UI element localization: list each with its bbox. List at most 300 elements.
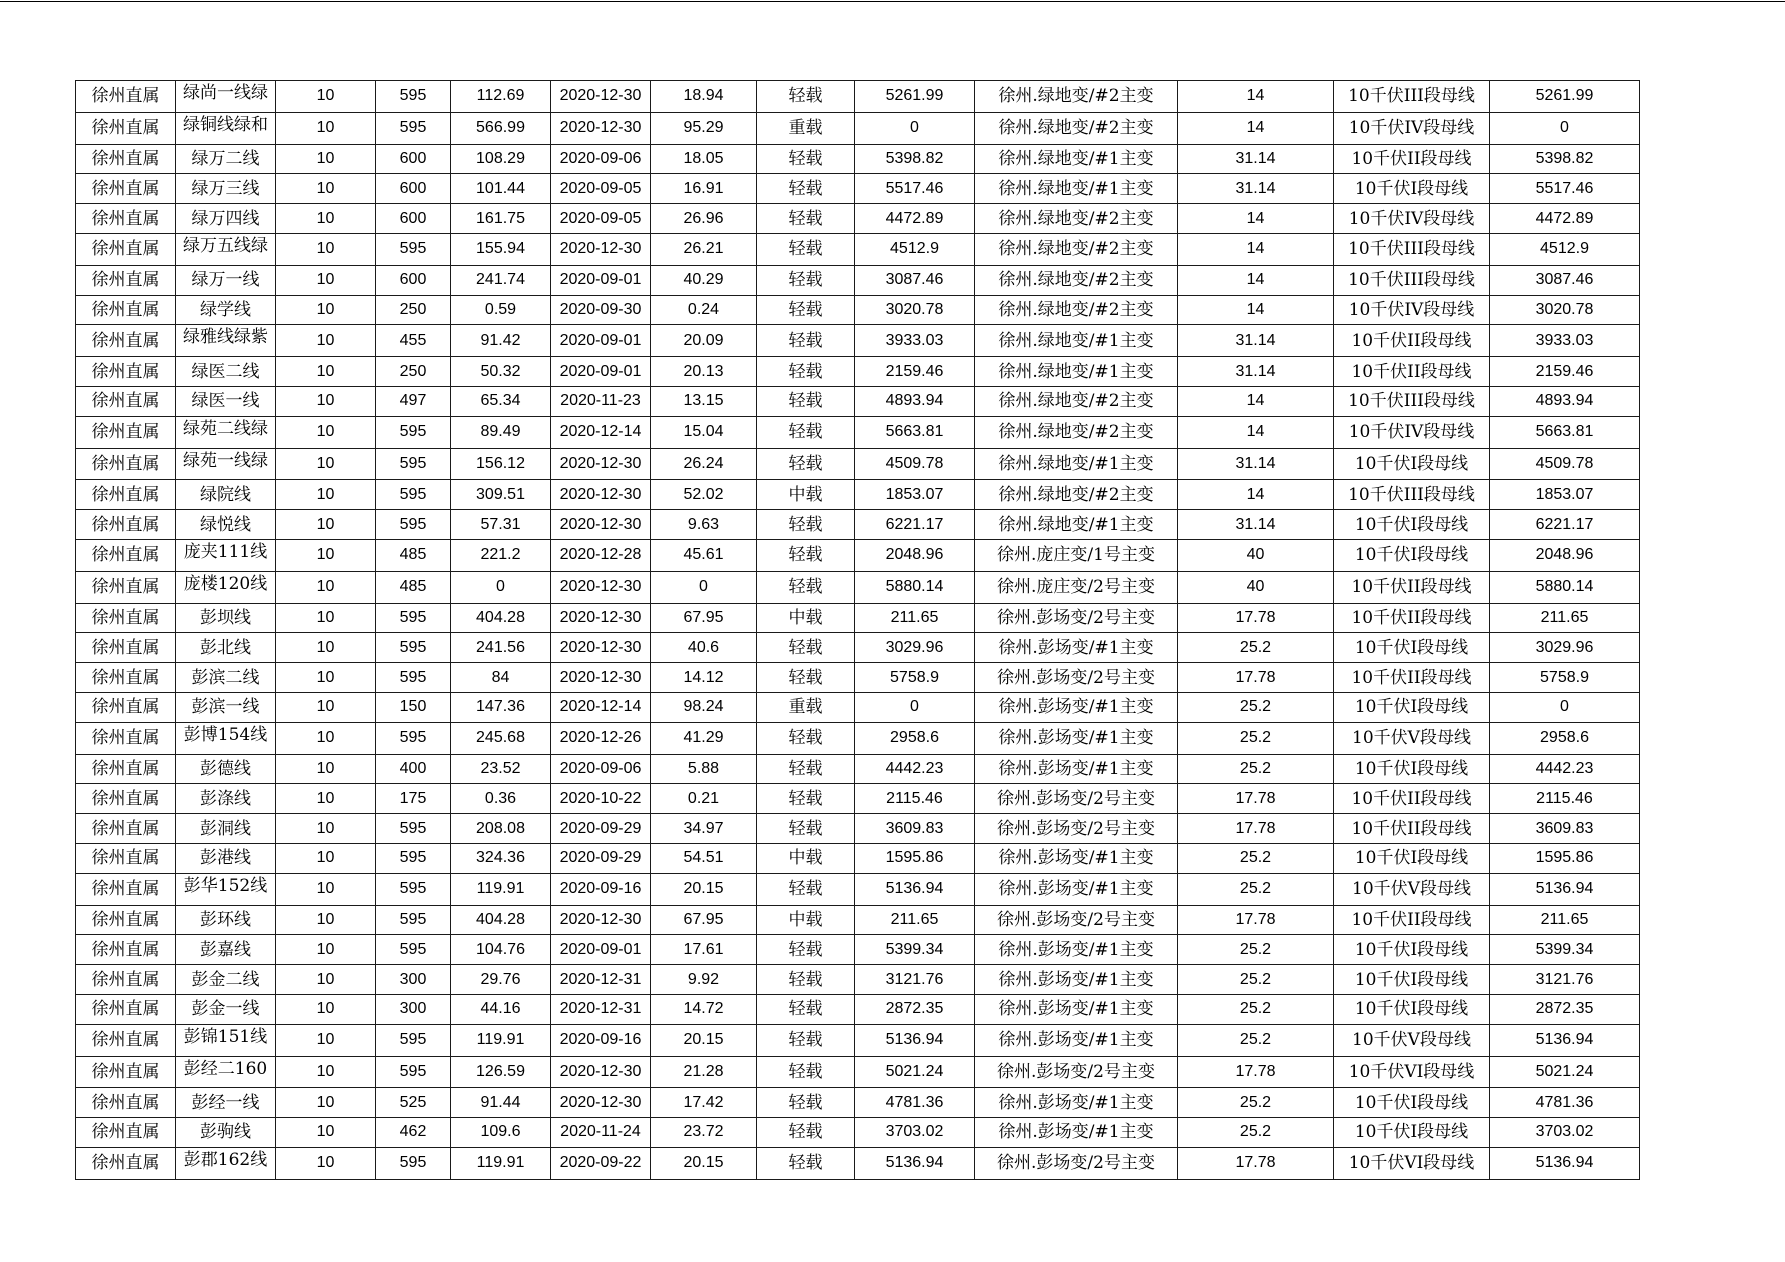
- cell-voltage: 10: [276, 1118, 376, 1148]
- cell-date: 2020-12-30: [551, 480, 651, 510]
- cell-voltage: 10: [276, 722, 376, 754]
- cell-unit: 徐州直属: [76, 965, 176, 995]
- cell-voltage: 10: [276, 1088, 376, 1118]
- cell-load-status: 轻载: [757, 873, 855, 905]
- cell-max-current: 241.74: [451, 265, 551, 295]
- cell-rated-current: 455: [376, 325, 451, 357]
- cell-open-capacity: 211.65: [855, 905, 975, 935]
- cell-line-name: 彭华152线: [176, 873, 276, 905]
- cell-unit: 徐州直属: [76, 357, 176, 387]
- cell-open-capacity: 5136.94: [855, 873, 975, 905]
- cell-transformer-capacity: 25.2: [1178, 633, 1334, 663]
- cell-unit: 徐州直属: [76, 295, 176, 325]
- cell-load-rate: 9.92: [651, 965, 757, 995]
- cell-open-capacity: 3020.78: [855, 295, 975, 325]
- cell-transformer-capacity: 14: [1178, 81, 1334, 113]
- cell-voltage: 10: [276, 843, 376, 873]
- cell-rated-current: 595: [376, 1147, 451, 1179]
- cell-line-capacity: 2159.46: [1490, 357, 1640, 387]
- cell-substation: 徐州.彭场变/#1主变: [975, 1088, 1178, 1118]
- cell-line-name: 彭滨二线: [176, 663, 276, 693]
- cell-line-name: 彭嘉线: [176, 935, 276, 965]
- cell-date: 2020-09-01: [551, 357, 651, 387]
- cell-load-rate: 17.61: [651, 935, 757, 965]
- cell-busbar: 10千伏III段母线: [1334, 386, 1490, 416]
- cell-open-capacity: 211.65: [855, 603, 975, 633]
- cell-load-status: 轻载: [757, 633, 855, 663]
- cell-load-status: 轻载: [757, 325, 855, 357]
- cell-transformer-capacity: 14: [1178, 416, 1334, 448]
- cell-voltage: 10: [276, 144, 376, 174]
- table-row: [76, 1056, 1640, 1088]
- table-row: [76, 994, 1640, 1024]
- cell-open-capacity: 6221.17: [855, 510, 975, 540]
- cell-line-capacity: 3087.46: [1490, 265, 1640, 295]
- cell-voltage: 10: [276, 873, 376, 905]
- cell-date: 2020-09-16: [551, 1024, 651, 1056]
- cell-unit: 徐州直属: [76, 1056, 176, 1088]
- cell-line-capacity: 2048.96: [1490, 539, 1640, 571]
- cell-date: 2020-12-30: [551, 1056, 651, 1088]
- cell-date: 2020-09-06: [551, 754, 651, 784]
- cell-line-name: 彭锦151线: [176, 1024, 276, 1056]
- cell-line-capacity: 3121.76: [1490, 965, 1640, 995]
- cell-load-rate: 14.72: [651, 994, 757, 1024]
- cell-load-status: 重载: [757, 692, 855, 722]
- cell-max-current: 241.56: [451, 633, 551, 663]
- cell-substation: 徐州.彭场变/#1主变: [975, 965, 1178, 995]
- cell-busbar: 10千伏III段母线: [1334, 265, 1490, 295]
- cell-line-name: 彭北线: [176, 633, 276, 663]
- cell-unit: 徐州直属: [76, 204, 176, 234]
- cell-rated-current: 595: [376, 843, 451, 873]
- cell-transformer-capacity: 17.78: [1178, 603, 1334, 633]
- cell-substation: 徐州.彭场变/#1主变: [975, 994, 1178, 1024]
- cell-load-status: 轻载: [757, 448, 855, 480]
- cell-unit: 徐州直属: [76, 1088, 176, 1118]
- cell-line-capacity: 5758.9: [1490, 663, 1640, 693]
- cell-substation: 徐州.彭场变/#1主变: [975, 754, 1178, 784]
- cell-voltage: 10: [276, 112, 376, 144]
- cell-load-rate: 20.15: [651, 1147, 757, 1179]
- cell-voltage: 10: [276, 448, 376, 480]
- cell-busbar: 10千伏II段母线: [1334, 603, 1490, 633]
- cell-date: 2020-11-24: [551, 1118, 651, 1148]
- cell-rated-current: 250: [376, 295, 451, 325]
- cell-substation: 徐州.绿地变/#2主变: [975, 265, 1178, 295]
- cell-unit: 徐州直属: [76, 480, 176, 510]
- cell-voltage: 10: [276, 692, 376, 722]
- cell-load-status: 轻载: [757, 386, 855, 416]
- cell-busbar: 10千伏II段母线: [1334, 144, 1490, 174]
- cell-open-capacity: 2958.6: [855, 722, 975, 754]
- cell-line-capacity: 5136.94: [1490, 1024, 1640, 1056]
- cell-rated-current: 462: [376, 1118, 451, 1148]
- cell-load-status: 轻载: [757, 1088, 855, 1118]
- cell-max-current: 91.44: [451, 1088, 551, 1118]
- cell-max-current: 50.32: [451, 357, 551, 387]
- cell-transformer-capacity: 25.2: [1178, 692, 1334, 722]
- table-row: [76, 325, 1640, 357]
- table-row: [76, 1088, 1640, 1118]
- cell-line-name: 绿医一线: [176, 386, 276, 416]
- cell-load-status: 轻载: [757, 1118, 855, 1148]
- cell-load-rate: 5.88: [651, 754, 757, 784]
- cell-busbar: 10千伏III段母线: [1334, 233, 1490, 265]
- cell-substation: 徐州.彭场变/2号主变: [975, 1056, 1178, 1088]
- table-row: [76, 784, 1640, 814]
- cell-date: 2020-12-30: [551, 663, 651, 693]
- cell-line-capacity: 3933.03: [1490, 325, 1640, 357]
- cell-rated-current: 595: [376, 603, 451, 633]
- cell-line-name: 绿万二线: [176, 144, 276, 174]
- cell-unit: 徐州直属: [76, 722, 176, 754]
- cell-busbar: 10千伏II段母线: [1334, 357, 1490, 387]
- cell-voltage: 10: [276, 1056, 376, 1088]
- cell-unit: 徐州直属: [76, 754, 176, 784]
- cell-date: 2020-09-29: [551, 843, 651, 873]
- cell-substation: 徐州.庞庄变/2号主变: [975, 571, 1178, 603]
- cell-busbar: 10千伏Ⅰ段母线: [1334, 754, 1490, 784]
- cell-rated-current: 150: [376, 692, 451, 722]
- cell-busbar: 10千伏IV段母线: [1334, 295, 1490, 325]
- cell-load-rate: 52.02: [651, 480, 757, 510]
- cell-open-capacity: 5758.9: [855, 663, 975, 693]
- cell-date: 2020-12-30: [551, 510, 651, 540]
- cell-transformer-capacity: 31.14: [1178, 357, 1334, 387]
- cell-open-capacity: 1853.07: [855, 480, 975, 510]
- cell-busbar: 10千伏Ⅰ段母线: [1334, 692, 1490, 722]
- table-row: [76, 357, 1640, 387]
- cell-voltage: 10: [276, 663, 376, 693]
- cell-load-status: 轻载: [757, 1056, 855, 1088]
- cell-load-rate: 26.21: [651, 233, 757, 265]
- cell-date: 2020-12-30: [551, 448, 651, 480]
- cell-transformer-capacity: 25.2: [1178, 1088, 1334, 1118]
- cell-date: 2020-09-16: [551, 873, 651, 905]
- cell-unit: 徐州直属: [76, 873, 176, 905]
- cell-date: 2020-12-30: [551, 81, 651, 113]
- cell-unit: 徐州直属: [76, 416, 176, 448]
- cell-line-capacity: 5136.94: [1490, 873, 1640, 905]
- cell-date: 2020-12-30: [551, 603, 651, 633]
- cell-open-capacity: 4512.9: [855, 233, 975, 265]
- cell-max-current: 566.99: [451, 112, 551, 144]
- cell-busbar: 10千伏V段母线: [1334, 873, 1490, 905]
- cell-max-current: 91.42: [451, 325, 551, 357]
- cell-busbar: 10千伏VI段母线: [1334, 1147, 1490, 1179]
- cell-transformer-capacity: 17.78: [1178, 784, 1334, 814]
- cell-line-name: 庞夹111线: [176, 539, 276, 571]
- cell-date: 2020-12-14: [551, 416, 651, 448]
- table-row: [76, 386, 1640, 416]
- cell-transformer-capacity: 14: [1178, 112, 1334, 144]
- cell-unit: 徐州直属: [76, 144, 176, 174]
- cell-load-status: 轻载: [757, 357, 855, 387]
- cell-date: 2020-10-22: [551, 784, 651, 814]
- cell-date: 2020-12-30: [551, 571, 651, 603]
- cell-substation: 徐州.彭场变/2号主变: [975, 663, 1178, 693]
- cell-line-capacity: 2958.6: [1490, 722, 1640, 754]
- cell-rated-current: 250: [376, 357, 451, 387]
- cell-open-capacity: 3933.03: [855, 325, 975, 357]
- cell-max-current: 119.91: [451, 873, 551, 905]
- table-row: [76, 81, 1640, 113]
- cell-substation: 徐州.绿地变/#1主变: [975, 448, 1178, 480]
- cell-load-rate: 41.29: [651, 722, 757, 754]
- cell-transformer-capacity: 25.2: [1178, 1118, 1334, 1148]
- cell-transformer-capacity: 31.14: [1178, 448, 1334, 480]
- cell-transformer-capacity: 14: [1178, 204, 1334, 234]
- cell-busbar: 10千伏Ⅰ段母线: [1334, 843, 1490, 873]
- cell-load-status: 轻载: [757, 722, 855, 754]
- cell-open-capacity: 5663.81: [855, 416, 975, 448]
- cell-line-capacity: 4781.36: [1490, 1088, 1640, 1118]
- cell-load-rate: 20.13: [651, 357, 757, 387]
- table-row: [76, 174, 1640, 204]
- cell-line-capacity: 3609.83: [1490, 814, 1640, 844]
- cell-line-capacity: 4893.94: [1490, 386, 1640, 416]
- cell-voltage: 10: [276, 386, 376, 416]
- cell-max-current: 89.49: [451, 416, 551, 448]
- cell-substation: 徐州.绿地变/#2主变: [975, 386, 1178, 416]
- cell-busbar: 10千伏II段母线: [1334, 663, 1490, 693]
- cell-load-status: 中载: [757, 480, 855, 510]
- cell-busbar: 10千伏III段母线: [1334, 480, 1490, 510]
- cell-load-rate: 20.15: [651, 1024, 757, 1056]
- cell-transformer-capacity: 14: [1178, 480, 1334, 510]
- cell-load-rate: 18.05: [651, 144, 757, 174]
- cell-load-rate: 95.29: [651, 112, 757, 144]
- cell-load-rate: 40.6: [651, 633, 757, 663]
- cell-line-capacity: 6221.17: [1490, 510, 1640, 540]
- cell-line-capacity: 2115.46: [1490, 784, 1640, 814]
- cell-load-status: 轻载: [757, 510, 855, 540]
- cell-load-status: 轻载: [757, 295, 855, 325]
- cell-open-capacity: 4893.94: [855, 386, 975, 416]
- cell-transformer-capacity: 14: [1178, 233, 1334, 265]
- cell-max-current: 245.68: [451, 722, 551, 754]
- cell-date: 2020-12-31: [551, 994, 651, 1024]
- cell-substation: 徐州.彭场变/#1主变: [975, 1118, 1178, 1148]
- cell-line-name: 彭环线: [176, 905, 276, 935]
- cell-transformer-capacity: 25.2: [1178, 935, 1334, 965]
- cell-max-current: 0.36: [451, 784, 551, 814]
- cell-transformer-capacity: 40: [1178, 571, 1334, 603]
- cell-load-rate: 9.63: [651, 510, 757, 540]
- cell-voltage: 10: [276, 965, 376, 995]
- cell-open-capacity: 2159.46: [855, 357, 975, 387]
- cell-load-status: 轻载: [757, 265, 855, 295]
- cell-unit: 徐州直属: [76, 935, 176, 965]
- page-top-rule: [0, 1, 1785, 2]
- cell-date: 2020-09-01: [551, 935, 651, 965]
- cell-voltage: 10: [276, 814, 376, 844]
- cell-substation: 徐州.绿地变/#1主变: [975, 357, 1178, 387]
- cell-load-rate: 0.24: [651, 295, 757, 325]
- cell-rated-current: 300: [376, 994, 451, 1024]
- table-row: [76, 692, 1640, 722]
- cell-busbar: 10千伏Ⅰ段母线: [1334, 935, 1490, 965]
- cell-date: 2020-12-26: [551, 722, 651, 754]
- cell-busbar: 10千伏Ⅰ段母线: [1334, 539, 1490, 571]
- cell-load-rate: 0: [651, 571, 757, 603]
- cell-line-capacity: 3029.96: [1490, 633, 1640, 663]
- cell-busbar: 10千伏II段母线: [1334, 784, 1490, 814]
- cell-rated-current: 175: [376, 784, 451, 814]
- cell-date: 2020-12-31: [551, 965, 651, 995]
- cell-line-name: 彭德线: [176, 754, 276, 784]
- cell-max-current: 23.52: [451, 754, 551, 784]
- cell-max-current: 126.59: [451, 1056, 551, 1088]
- cell-load-status: 轻载: [757, 204, 855, 234]
- table-row: [76, 905, 1640, 935]
- cell-date: 2020-12-30: [551, 905, 651, 935]
- cell-line-capacity: 5021.24: [1490, 1056, 1640, 1088]
- cell-busbar: 10千伏II段母线: [1334, 325, 1490, 357]
- table-row: [76, 754, 1640, 784]
- cell-unit: 徐州直属: [76, 112, 176, 144]
- cell-load-rate: 23.72: [651, 1118, 757, 1148]
- cell-line-capacity: 5880.14: [1490, 571, 1640, 603]
- cell-rated-current: 595: [376, 112, 451, 144]
- cell-open-capacity: 2872.35: [855, 994, 975, 1024]
- cell-voltage: 10: [276, 480, 376, 510]
- cell-load-rate: 13.15: [651, 386, 757, 416]
- cell-open-capacity: 1595.86: [855, 843, 975, 873]
- cell-substation: 徐州.绿地变/#1主变: [975, 144, 1178, 174]
- cell-date: 2020-12-30: [551, 233, 651, 265]
- cell-max-current: 0.59: [451, 295, 551, 325]
- cell-transformer-capacity: 17.78: [1178, 814, 1334, 844]
- cell-line-name: 绿医二线: [176, 357, 276, 387]
- cell-unit: 徐州直属: [76, 784, 176, 814]
- cell-load-status: 轻载: [757, 174, 855, 204]
- cell-line-name: 绿万四线: [176, 204, 276, 234]
- cell-unit: 徐州直属: [76, 603, 176, 633]
- cell-unit: 徐州直属: [76, 843, 176, 873]
- cell-busbar: 10千伏Ⅰ段母线: [1334, 965, 1490, 995]
- cell-transformer-capacity: 31.14: [1178, 174, 1334, 204]
- cell-transformer-capacity: 17.78: [1178, 905, 1334, 935]
- cell-voltage: 10: [276, 233, 376, 265]
- cell-max-current: 44.16: [451, 994, 551, 1024]
- cell-load-rate: 98.24: [651, 692, 757, 722]
- cell-transformer-capacity: 17.78: [1178, 1147, 1334, 1179]
- cell-max-current: 104.76: [451, 935, 551, 965]
- cell-busbar: 10千伏II段母线: [1334, 814, 1490, 844]
- cell-busbar: 10千伏Ⅰ段母线: [1334, 510, 1490, 540]
- load-data-table: [75, 80, 1640, 1180]
- table-row: [76, 722, 1640, 754]
- cell-transformer-capacity: 25.2: [1178, 994, 1334, 1024]
- cell-unit: 徐州直属: [76, 510, 176, 540]
- cell-line-capacity: 4472.89: [1490, 204, 1640, 234]
- table-row: [76, 843, 1640, 873]
- cell-transformer-capacity: 17.78: [1178, 663, 1334, 693]
- cell-voltage: 10: [276, 571, 376, 603]
- cell-date: 2020-09-29: [551, 814, 651, 844]
- cell-transformer-capacity: 25.2: [1178, 1024, 1334, 1056]
- cell-voltage: 10: [276, 295, 376, 325]
- cell-rated-current: 595: [376, 935, 451, 965]
- cell-substation: 徐州.彭场变/#1主变: [975, 692, 1178, 722]
- cell-open-capacity: 3609.83: [855, 814, 975, 844]
- cell-line-capacity: 0: [1490, 692, 1640, 722]
- cell-open-capacity: 3703.02: [855, 1118, 975, 1148]
- cell-substation: 徐州.彭场变/#1主变: [975, 722, 1178, 754]
- cell-busbar: 10千伏Ⅰ段母线: [1334, 633, 1490, 663]
- cell-unit: 徐州直属: [76, 571, 176, 603]
- cell-open-capacity: 0: [855, 112, 975, 144]
- cell-line-capacity: 4512.9: [1490, 233, 1640, 265]
- cell-max-current: 208.08: [451, 814, 551, 844]
- cell-voltage: 10: [276, 784, 376, 814]
- cell-voltage: 10: [276, 994, 376, 1024]
- cell-load-rate: 54.51: [651, 843, 757, 873]
- table-row: [76, 965, 1640, 995]
- cell-max-current: 404.28: [451, 905, 551, 935]
- cell-busbar: 10千伏V段母线: [1334, 1024, 1490, 1056]
- cell-line-name: 绿学线: [176, 295, 276, 325]
- cell-load-status: 轻载: [757, 935, 855, 965]
- cell-voltage: 10: [276, 510, 376, 540]
- cell-busbar: 10千伏Ⅰ段母线: [1334, 994, 1490, 1024]
- cell-load-status: 重载: [757, 112, 855, 144]
- cell-load-rate: 26.24: [651, 448, 757, 480]
- cell-voltage: 10: [276, 935, 376, 965]
- table-row: [76, 416, 1640, 448]
- cell-substation: 徐州.绿地变/#2主变: [975, 81, 1178, 113]
- cell-voltage: 10: [276, 357, 376, 387]
- cell-rated-current: 595: [376, 416, 451, 448]
- cell-busbar: 10千伏IV段母线: [1334, 112, 1490, 144]
- cell-open-capacity: 4472.89: [855, 204, 975, 234]
- cell-line-name: 绿尚一线绿: [176, 81, 276, 113]
- cell-date: 2020-09-05: [551, 204, 651, 234]
- cell-substation: 徐州.彭场变/2号主变: [975, 814, 1178, 844]
- cell-line-name: 绿铜线绿和: [176, 112, 276, 144]
- cell-date: 2020-12-30: [551, 112, 651, 144]
- cell-line-capacity: 0: [1490, 112, 1640, 144]
- cell-max-current: 119.91: [451, 1147, 551, 1179]
- cell-line-capacity: 211.65: [1490, 603, 1640, 633]
- table-row: [76, 935, 1640, 965]
- table-row: [76, 144, 1640, 174]
- cell-unit: 徐州直属: [76, 539, 176, 571]
- cell-line-name: 彭驹线: [176, 1118, 276, 1148]
- cell-busbar: 10千伏Ⅰ段母线: [1334, 174, 1490, 204]
- cell-voltage: 10: [276, 204, 376, 234]
- cell-substation: 徐州.绿地变/#1主变: [975, 325, 1178, 357]
- cell-rated-current: 595: [376, 233, 451, 265]
- cell-load-status: 轻载: [757, 539, 855, 571]
- cell-max-current: 0: [451, 571, 551, 603]
- cell-transformer-capacity: 40: [1178, 539, 1334, 571]
- cell-line-name: 绿悦线: [176, 510, 276, 540]
- cell-max-current: 147.36: [451, 692, 551, 722]
- cell-open-capacity: 5399.34: [855, 935, 975, 965]
- cell-busbar: 10千伏Ⅰ段母线: [1334, 1088, 1490, 1118]
- cell-busbar: 10千伏V段母线: [1334, 722, 1490, 754]
- cell-busbar: 10千伏II段母线: [1334, 905, 1490, 935]
- cell-open-capacity: 4509.78: [855, 448, 975, 480]
- cell-unit: 徐州直属: [76, 905, 176, 935]
- cell-open-capacity: 3029.96: [855, 633, 975, 663]
- cell-voltage: 10: [276, 174, 376, 204]
- cell-max-current: 155.94: [451, 233, 551, 265]
- cell-load-status: 轻载: [757, 994, 855, 1024]
